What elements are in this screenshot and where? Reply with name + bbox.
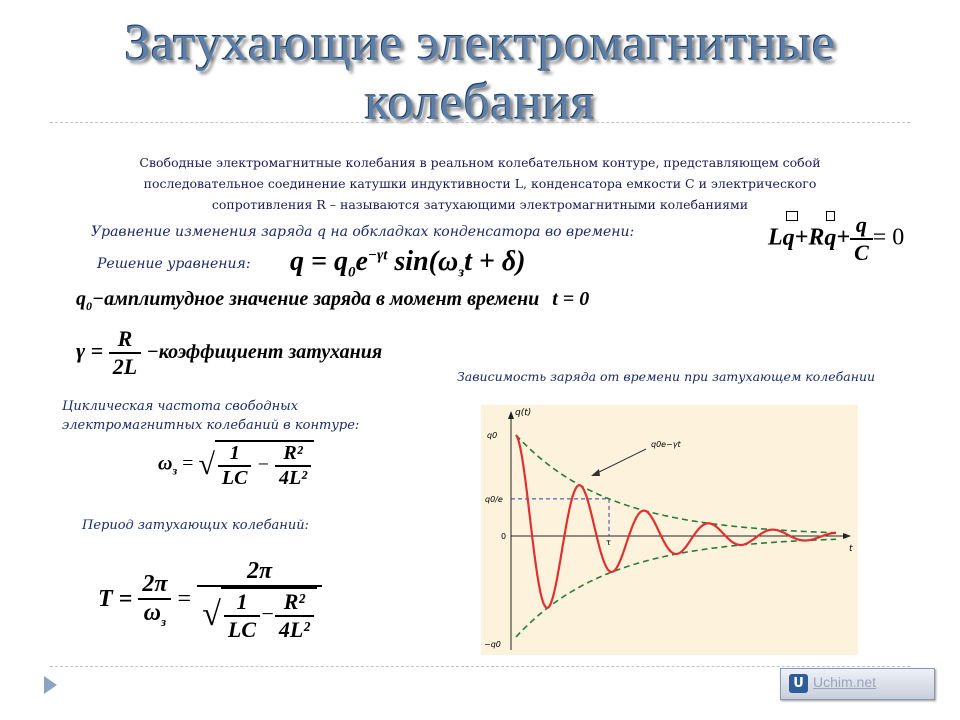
- diff-eq-R: R: [808, 224, 825, 251]
- omega-formula: [158, 440, 314, 490]
- x-axis-label: t: [849, 544, 853, 554]
- solution-sub0: 0: [347, 264, 356, 281]
- intro-line-2: последовательное соединение катушки индуктивности L, конденсатора емкости С и электрического: [143, 176, 817, 191]
- gamma-den: 2L: [112, 354, 138, 379]
- tau-label: τ: [606, 538, 611, 547]
- diff-eq-q1: q: [782, 224, 795, 251]
- period-LC: LC: [227, 617, 256, 642]
- solution-sin: sin(ω: [394, 246, 459, 277]
- tick-label-minus-q0: −q0: [484, 640, 501, 649]
- period-omega-den: [138, 600, 171, 630]
- damped-oscillation-chart: [481, 405, 858, 655]
- diff-eq-L: L: [768, 224, 783, 251]
- next-slide-arrow-icon[interactable]: [44, 676, 57, 694]
- envelope-pointer-line: [593, 449, 646, 475]
- diff-eq-zero: = 0: [872, 224, 905, 251]
- omega-LC: LC: [221, 467, 248, 489]
- solution-formula: [290, 246, 526, 282]
- omega-one: 1: [218, 442, 252, 467]
- period-minus: −: [260, 601, 275, 627]
- solution-exp: −γt: [367, 247, 388, 264]
- uchim-logo-text[interactable]: Uchim.net: [813, 674, 877, 690]
- solution-lhs: q = q: [290, 246, 348, 277]
- y-axis-arrow: [508, 411, 514, 419]
- t-zero: t = 0: [552, 288, 590, 310]
- period-sqrt-sign: √: [202, 596, 221, 633]
- slide-title-line1: Затухающие электромагнитные: [124, 15, 836, 72]
- q0-desc-text: амплитудное значение заряда в момент времени: [104, 288, 540, 310]
- single-dot-marker: [826, 211, 835, 221]
- bottom-divider: [50, 666, 910, 667]
- diff-eq-frac-den: C: [854, 240, 869, 265]
- double-dot-marker: [786, 211, 798, 221]
- solution-sub3: з: [458, 264, 465, 281]
- diff-eq-plus2: +: [836, 224, 851, 251]
- period-radicand: [221, 587, 317, 643]
- period-omega-sub: з: [161, 613, 167, 629]
- q0-symbol: q: [76, 288, 86, 310]
- intro-paragraph: [110, 152, 850, 215]
- period-formula: [98, 558, 322, 643]
- envelope-positive: [516, 435, 836, 533]
- y-axis-label: q(t): [515, 408, 532, 418]
- intro-line-3: сопротивления R – называются затухающими электромагнитными колебаниями: [211, 197, 749, 212]
- period-sqrt-den: [197, 587, 322, 643]
- tick-label-q0: q0: [487, 431, 498, 440]
- gamma-dash: −: [146, 341, 159, 364]
- solution-tail: t + δ): [464, 246, 526, 277]
- period-T: T =: [98, 586, 133, 613]
- period-4L2: 4L²: [278, 617, 310, 642]
- solution-e: e: [355, 246, 368, 277]
- q0-sub: 0: [86, 299, 92, 313]
- period-R2: R²: [275, 589, 314, 617]
- diff-eq-frac-num: q: [850, 212, 873, 240]
- period-omega: ω: [143, 600, 162, 627]
- differential-equation: [768, 212, 904, 266]
- omega-R2: R²: [275, 442, 311, 467]
- chart-caption: Зависимость заряда от времени при затухающем колебании: [457, 369, 876, 384]
- envelope-pointer-arrow: [591, 469, 600, 476]
- q0-dash: −: [92, 288, 105, 310]
- uchim-logo-icon: U: [789, 674, 808, 693]
- period-2pi-1: 2π: [138, 571, 171, 600]
- diff-eq-plus1: +: [794, 224, 809, 251]
- title-divider: [50, 122, 910, 123]
- charge-curve: [516, 435, 836, 608]
- omega-minus: −: [256, 453, 270, 476]
- uchim-net-logo-link[interactable]: [780, 668, 935, 700]
- tick-label-q0-over-e: q0/e: [485, 494, 503, 504]
- intro-line-1: Свободные электромагнитные колебания в реальном колебательном контуре, представляющем собой: [139, 155, 821, 170]
- gamma-symbol: γ =: [76, 338, 104, 364]
- gamma-desc: коэффициент затухания: [158, 341, 383, 364]
- period-eq: =: [177, 586, 191, 613]
- envelope-label: q0e−γt: [651, 440, 681, 449]
- omega-symbol: ω: [158, 452, 173, 475]
- x-axis-arrow: [843, 533, 851, 539]
- period-label: Период затухающих колебаний:: [82, 518, 309, 533]
- omega-sub: з: [172, 463, 178, 478]
- period-one: 1: [224, 589, 260, 617]
- period-2pi-2: 2π: [197, 558, 322, 587]
- sqrt-sign: √: [198, 448, 215, 481]
- cyclic-frequency-label: [62, 397, 359, 435]
- slide-title-line2: колебания: [364, 74, 596, 131]
- q0-description: [76, 288, 589, 314]
- cyclic-freq-line2: электромагнитных колебаний в контуре:: [62, 418, 360, 433]
- period-big-frac: [197, 558, 322, 643]
- diff-eq-q2: q: [824, 224, 837, 251]
- equation-label: Уравнение изменения заряда q на обкладках конденсатора во времени:: [91, 224, 635, 240]
- omega-radicand: [215, 440, 314, 490]
- gamma-num: R: [109, 326, 141, 354]
- tick-label-zero: 0: [501, 532, 507, 541]
- omega-eq: =: [182, 452, 194, 475]
- omega-4L2: 4L²: [278, 467, 308, 489]
- cyclic-freq-line1: Циклическая частота свободных: [62, 399, 299, 414]
- solution-label: Решение уравнения:: [97, 256, 251, 272]
- gamma-definition: [76, 326, 382, 380]
